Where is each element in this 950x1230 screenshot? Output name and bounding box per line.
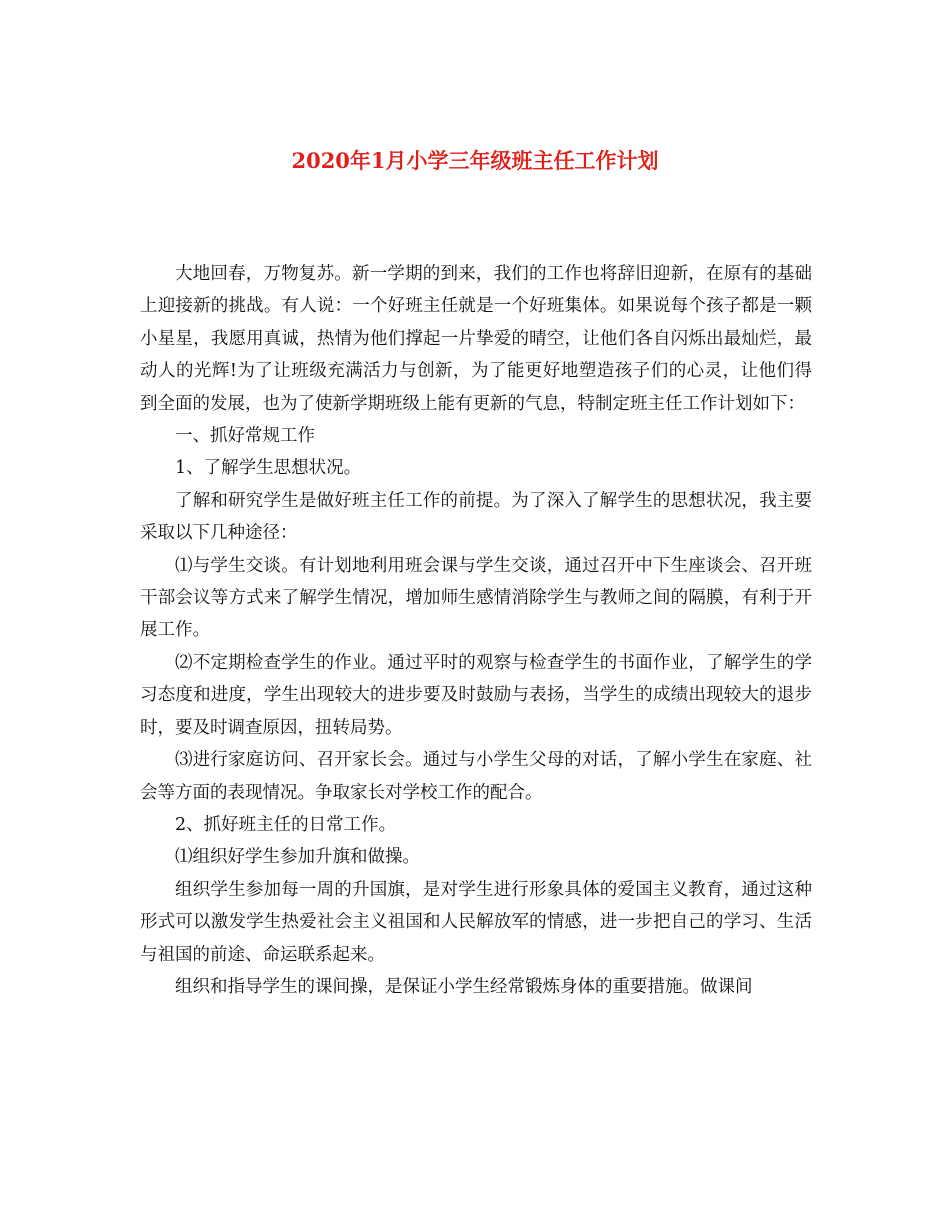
document-body (140, 258, 812, 1003)
heading-item-1: 1、了解学生思想状况。 (175, 458, 362, 479)
paragraph-intro: 大地回春，万物复苏。新一学期的到来，我们的工作也将辞旧迎新，在原有的基础上迎接新的挑战。有人说：一个好班主任就是一个好班集体。如果说每个孩子都是一颗小星星，我愿用真诚，热情为他们撑起一片挚爱的晴空，让他们各自闪烁出最灿烂，最动人的光辉!为了让班级充满活力与创新，为了能更好地塑造孩子们的心灵，让他们得到全面的发展，也为了使新学期班级上能有更新的气息，特制定班主任工作计划如下： (140, 264, 812, 414)
heading-subitem-1: ⑴组织好学生参加升旗和做操。 (175, 847, 420, 868)
paragraph-understand-students: 了解和研究学生是做好班主任工作的前提。为了深入了解学生的思想状况，我主要采取以下几种途径： (140, 490, 812, 544)
paragraph-check-homework: ⑵不定期检查学生的作业。通过平时的观察与检查学生的书面作业，了解学生的学习态度和进度，学生出现较大的进步要及时鼓励与表扬，当学生的成绩出现较大的退步时，要及时调查原因，扭转局势。 (140, 652, 812, 738)
heading-item-2: 2、抓好班主任的日常工作。 (175, 814, 397, 835)
document-title: 2020年1月小学三年级班主任工作计划 (291, 148, 659, 173)
paragraph-exercise: 组织和指导学生的课间操，是保证小学生经常锻炼身体的重要措施。做课间 (175, 976, 753, 997)
paragraph-talk-with-students: ⑴与学生交谈。有计划地利用班会课与学生交谈，通过召开中下生座谈会、召开班干部会议等方式来了解学生情况，增加师生感情消除学生与教师之间的隔膜，有利于开展工作。 (140, 555, 812, 641)
heading-section-1: 一、抓好常规工作 (175, 426, 315, 447)
paragraph-home-visits: ⑶进行家庭访问、召开家长会。通过与小学生父母的对话，了解小学生在家庭、社会等方面的表现情况。争取家长对学校工作的配合。 (140, 750, 812, 803)
paragraph-flag-raising: 组织学生参加每一周的升国旗，是对学生进行形象具体的爱国主义教育，通过这种形式可以激发学生热爱社会主义祖国和人民解放军的情感，进一步把自己的学习、生活与祖国的前途、命运联系起来。 (140, 879, 812, 965)
